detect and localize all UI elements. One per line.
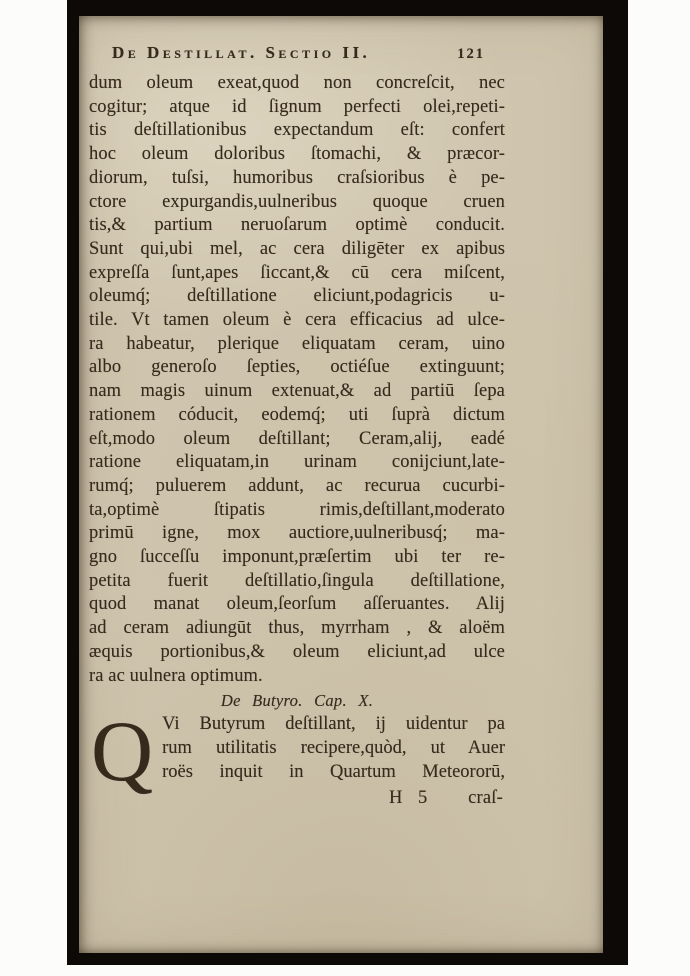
chapter-text-line: roës inquit in Quartum Meteororū, [162, 762, 505, 783]
text-line: albo generoſo ſepties, octiéſue extinguunt; [89, 357, 505, 378]
text-line: hoc oleum doloribus ſtomachi, & præcor- [89, 144, 505, 165]
text-line: ctore expurgandis,uulneribus quoque cruen [89, 191, 505, 212]
text-line: tile. Vt tamen oleum è cera efficacius ad ulce- [89, 310, 505, 331]
running-header [89, 43, 505, 65]
text-line: rumq́; puluerem addunt, ac recurua cucurbi- [89, 475, 505, 496]
text-line: tis,& partium neruoſarum optimè conducit. [89, 215, 505, 236]
text-line: expreſſa ſunt,apes ſiccant,& cū cera miſcent, [89, 262, 505, 283]
text-line: eſt,modo oleum deſtillant; Ceram,alij, eadé [89, 428, 505, 449]
text-line: cogitur; atque id ſignum perfecti olei,repeti- [89, 96, 505, 117]
text-line: æquis portionibus,& oleum eliciunt,ad ulce [89, 641, 505, 662]
text-line: oleumq́; deſtillatione eliciunt,podagricis u- [89, 286, 505, 307]
text-line: Sunt qui,ubi mel, ac cera diligēter ex apibus [89, 238, 505, 259]
text-line: ra ac uulnera optimum. [89, 665, 263, 686]
text-line: primū igne, mox auctiore,uulneribusq́; ma- [89, 523, 505, 544]
book-page-paper [79, 16, 603, 953]
text-line: quod manat oleum,ſeorſum aſſeruantes. Alij [89, 594, 505, 615]
signature-line [89, 788, 505, 814]
text-line: nam magis uinum extenuat,& ad partiū ſepa [89, 381, 505, 402]
chapter-text-line: Vi Butyrum deſtillant, ij uidentur pa [162, 714, 505, 735]
body-paragraph [89, 72, 505, 688]
page-number: 121 [457, 46, 485, 62]
text-line: gno ſucceſſu imponunt,præſertim ubi ter re- [89, 547, 505, 568]
text-line: diorum, tuſsi, humoribus craſsioribus è pe- [89, 167, 505, 188]
text-line: petita fuerit deſtillatio,ſingula deſtillatione, [89, 570, 505, 591]
running-header-title: De Destillat. Sectio II. [112, 43, 371, 62]
signature-mark: H 5 [389, 788, 428, 809]
text-line: ad ceram adiungūt thus, myrrham , & aloëm [89, 618, 505, 639]
text-line: dum oleum exeat,quod non concreſcit, nec [89, 73, 505, 93]
text-line: ratione eliquatam,in urinam conijciunt,late- [89, 452, 505, 473]
chapter-heading: De Butyro. Cap. X. [220, 691, 374, 711]
catchword: craſ- [468, 788, 503, 809]
drop-cap-initial: Q [91, 703, 154, 800]
chapter-text-line: rum utilitatis recipere,quòd, ut Auer [162, 738, 505, 759]
text-line: ra habeatur, plerique eliquatam ceram, uino [89, 333, 505, 354]
text-block [89, 16, 505, 814]
text-line: rationem códucit, eodemq́; uti ſuprà dictum [89, 404, 505, 425]
scan-photo-background [67, 0, 628, 965]
text-line: tis deſtillationibus expectandum eſt: confert [89, 120, 505, 141]
text-line: ta,optimè ſtipatis rimis,deſtillant,moderato [89, 499, 505, 520]
